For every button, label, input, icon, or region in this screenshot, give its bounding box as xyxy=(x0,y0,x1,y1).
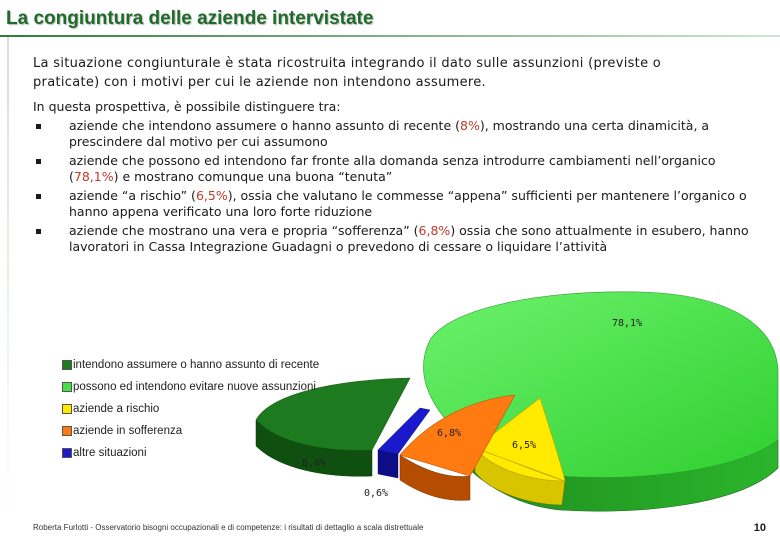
legend-item xyxy=(62,381,322,403)
legend-label: altre situazioni xyxy=(73,447,147,459)
intro-paragraph: La situazione congiunturale è stata ricostruita integrando il dato sulle assunzioni (previste o praticate) con i motivi per cui le aziende non intendono assumere. xyxy=(33,56,662,90)
bullet-item: aziende che intendono assumere o hanno assunto di recente (8%), mostrando una certa dinamicità, a prescindere dal motivo per cui assumono xyxy=(33,118,753,150)
lead-sentence: In questa prospettiva, è possibile distinguere tra: xyxy=(33,99,341,114)
legend-swatch xyxy=(62,448,72,458)
page-title: La congiuntura delle aziende intervistate xyxy=(6,8,374,29)
legend-swatch xyxy=(62,382,72,392)
legend-swatch xyxy=(62,426,72,436)
legend-swatch xyxy=(62,404,72,414)
bullet-value: 6,5% xyxy=(195,188,228,203)
bullet-item: aziende che possono ed intendono far fronte alla domanda senza introdurre cambiamenti nell’organico (78,1%) e mostrano comunque una buona “tenuta” xyxy=(33,153,753,185)
bullet-value: 8% xyxy=(460,118,480,133)
bullet-square-icon xyxy=(36,124,41,129)
bullet-value: 78,1% xyxy=(73,169,114,184)
bullet-square-icon xyxy=(36,229,41,234)
legend-swatch xyxy=(62,360,72,370)
legend-item xyxy=(62,403,322,425)
chart-legend xyxy=(62,359,322,469)
slice-value-label: 78,1% xyxy=(612,318,643,329)
bullet-list xyxy=(33,118,753,258)
bullet-square-icon xyxy=(36,159,41,164)
bullet-square-icon xyxy=(36,194,41,199)
footer-credit: Roberta Furlotti - Osservatorio bisogni occupazionali e di competenze: i risultati di dettaglio a scala distrettuale xyxy=(33,523,424,532)
slice-value-label: 6,5% xyxy=(512,440,537,451)
title-divider xyxy=(0,35,780,37)
slice-value-label: 0,6% xyxy=(364,488,389,499)
legend-label: aziende a rischio xyxy=(73,403,160,415)
legend-label: possono ed intendono evitare nuove assunzioni xyxy=(73,381,316,393)
bullet-item: aziende “a rischio” (6,5%), ossia che valutano le commesse “appena” sufficienti per mantenere l’organico o hanno appena verificato una loro forte riduzione xyxy=(33,188,753,220)
bullet-value: 6,8% xyxy=(418,223,451,238)
legend-item xyxy=(62,425,322,447)
slice-value-label: 6,8% xyxy=(437,428,462,439)
slice-side-altre xyxy=(378,450,398,478)
legend-item xyxy=(62,359,322,381)
legend-label: aziende in sofferenza xyxy=(73,425,183,437)
page-number: 10 xyxy=(753,522,766,534)
slice-value-label: 8,0% xyxy=(302,458,327,469)
legend-label: intendono assumere o hanno assunto di recente xyxy=(73,359,320,371)
bullet-item: aziende che mostrano una vera e propria “sofferenza” (6,8%) ossia che sono attualmente in esubero, hanno lavoratori in Cassa Integrazione Guadagni o prevedono di cessare o liquidare l’attività xyxy=(33,223,753,255)
legend-item xyxy=(62,447,322,469)
